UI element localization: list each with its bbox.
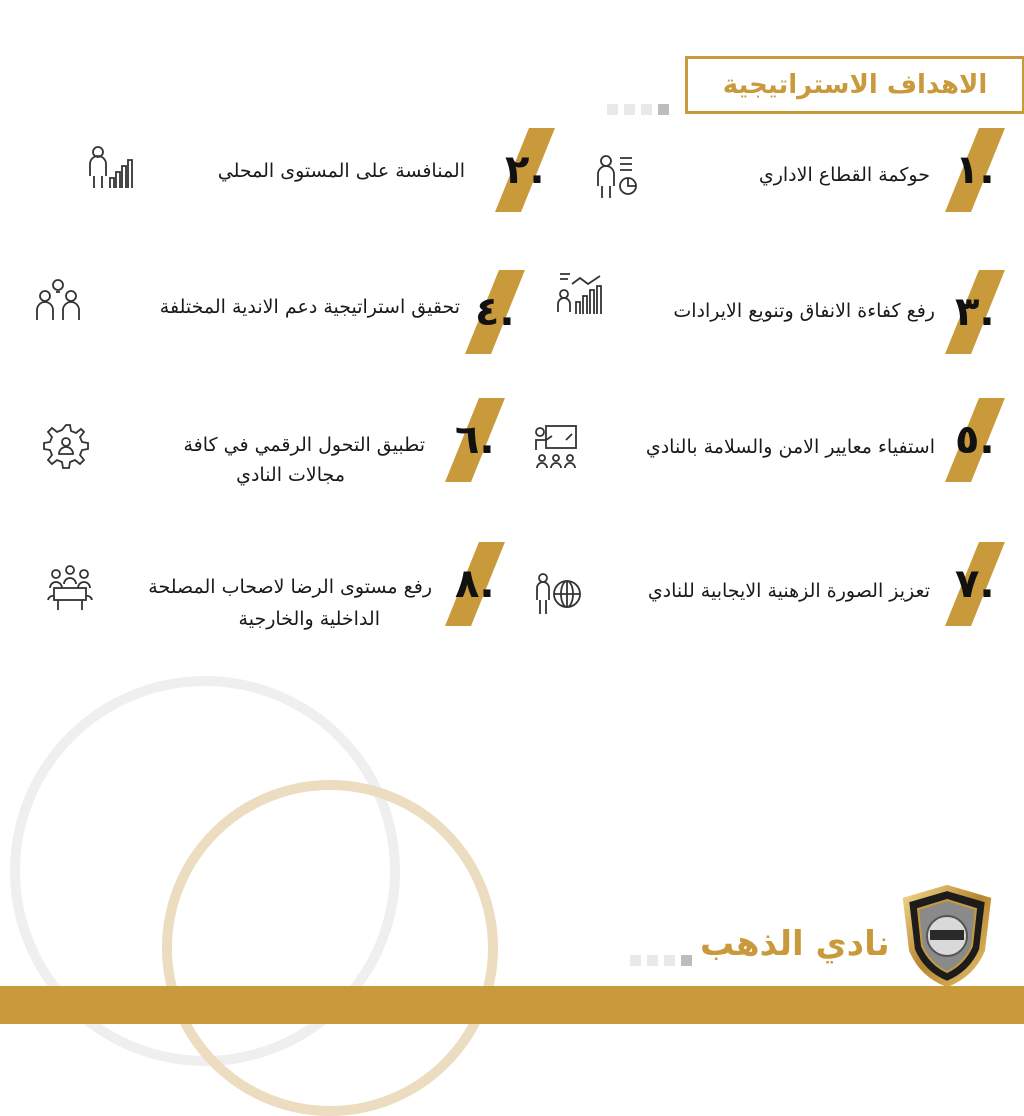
title-box	[685, 56, 1024, 114]
goal-label-line-1: تطبيق التحول الرقمي في كافة	[183, 434, 425, 456]
goal-number: ٨.	[455, 561, 495, 607]
goal-label: رفع كفاءة الانفاق وتنويع الايرادات	[673, 300, 935, 322]
goal-item-8	[30, 542, 510, 630]
goal-label-line-2: مجالات النادي	[236, 464, 345, 486]
goal-label: حوكمة القطاع الاداري	[758, 164, 930, 186]
goal-item-2	[60, 128, 560, 212]
person-growth-chart-icon	[556, 270, 604, 318]
footer-dots	[630, 955, 692, 966]
goal-item-7	[520, 542, 1010, 626]
header-dots	[607, 104, 669, 115]
page-title: الاهداف الاستراتيجية	[722, 70, 988, 100]
goal-number: ٥.	[955, 417, 995, 463]
goal-number: ٢.	[505, 147, 545, 193]
goal-number: ٣.	[955, 289, 995, 335]
goal-label: استفياء معايير الامن والسلامة بالنادي	[645, 436, 935, 458]
person-document-chart-icon	[592, 152, 640, 200]
goal-item-4	[20, 270, 530, 354]
goal-label: تعزيز الصورة الزهنية الايجابية للنادي	[647, 580, 930, 602]
goal-label-line-1: رفع مستوى الرضا لاصحاب المصلحة	[148, 576, 432, 598]
goal-label: المنافسة على المستوى المحلي	[217, 160, 465, 182]
goal-label-line-2: الداخلية والخارجية	[238, 608, 380, 630]
presentation-audience-icon	[532, 422, 580, 470]
goal-number: ٤.	[475, 289, 515, 335]
goal-number: ٦.	[455, 417, 495, 463]
club-name: نادي الذهب	[700, 924, 890, 964]
footer-bar	[0, 986, 1024, 1024]
goal-label: تحقيق استراتيجية دعم الاندية المختلفة	[159, 296, 460, 318]
club-shield-logo	[902, 884, 992, 988]
goal-item-6	[30, 398, 510, 486]
meeting-table-icon	[46, 564, 94, 612]
background-circle-gold	[162, 780, 498, 1116]
person-globe-icon	[534, 570, 582, 618]
goal-item-5	[520, 398, 1010, 482]
people-idea-icon	[34, 278, 82, 326]
goal-item-3	[540, 270, 1010, 354]
goal-number: ١.	[955, 147, 995, 193]
person-bar-chart-icon	[86, 144, 134, 192]
goal-number: ٧.	[955, 561, 995, 607]
gear-person-icon	[42, 422, 90, 470]
goal-item-1	[570, 128, 1010, 212]
